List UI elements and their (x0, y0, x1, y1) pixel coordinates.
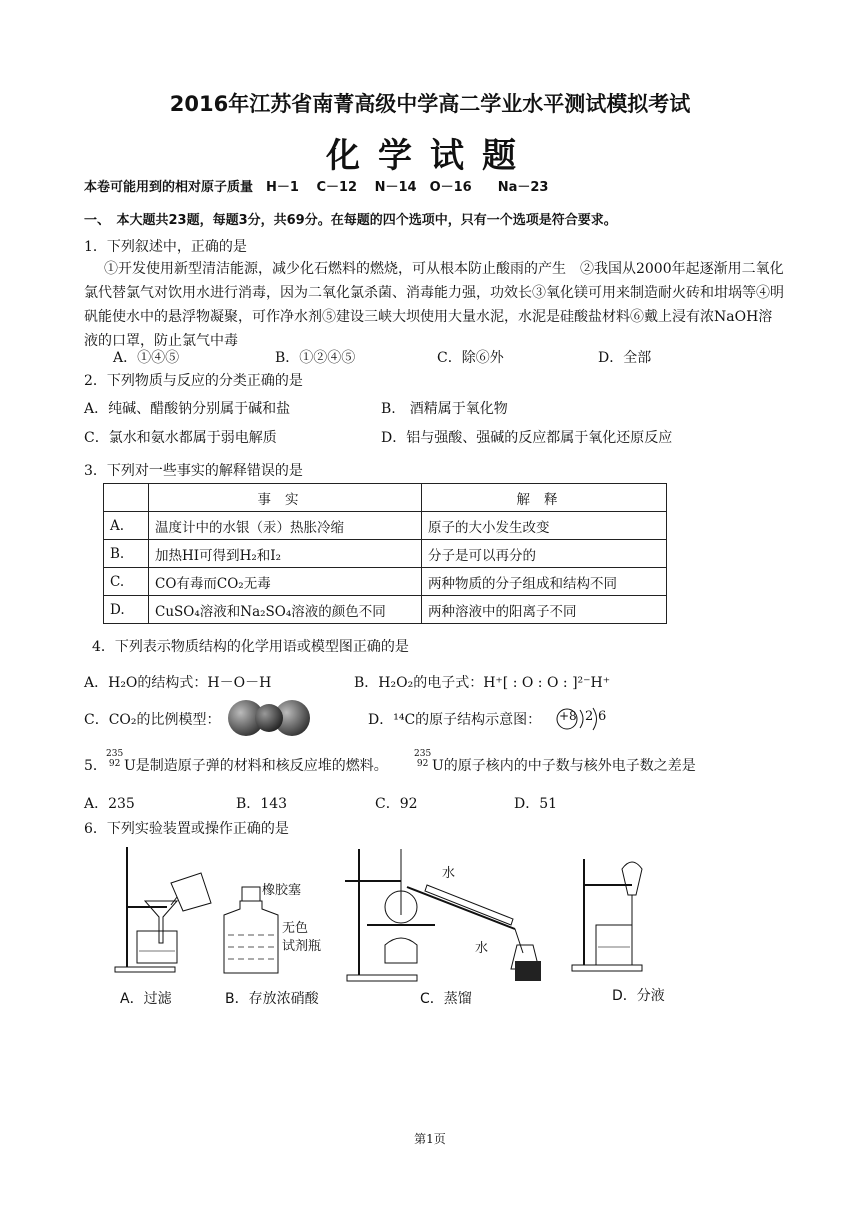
q5-stem-number: 5． (84, 758, 107, 774)
table-cell: CuSO₄溶液和Na₂SO₄溶液的颜色不同 (149, 596, 422, 624)
table-cell: B. (104, 540, 149, 568)
q1-option-b: B．①②④⑤ (275, 350, 356, 366)
q2-option-b: B. 酒精属于氧化物 (381, 401, 508, 417)
label-colorless: 无色 (282, 921, 309, 936)
shell-1-electrons: 2 (585, 709, 594, 724)
atomic-number: 92 (108, 759, 121, 769)
q2-option-d: D．铝与强酸、强碱的反应都属于氧化还原反应 (381, 430, 673, 446)
co2-space-filling-model (226, 698, 312, 738)
separatory-funnel-apparatus (562, 855, 662, 975)
subject-title: 化学试题 (326, 136, 534, 176)
q5-stem-text (124, 755, 388, 775)
label-water-outlet: 水 (475, 941, 489, 956)
caption-c: C．蒸馏 (420, 991, 472, 1007)
q4-option-d: D．¹⁴C的原子结构示意图： (368, 712, 542, 728)
q4-option-b: B．H₂O₂的电子式：H⁺[ : O : O : ]²⁻H⁺ (354, 675, 611, 691)
isotope-notation (106, 749, 123, 769)
page-number: 第1页 (414, 1132, 446, 1146)
atomic-number: 92 (416, 759, 429, 769)
q5-uranium-text: U是制造原子弹的材料和核反应堆的燃料。 (124, 758, 388, 774)
table-row (104, 540, 667, 568)
caption-d: D．分液 (612, 988, 665, 1004)
q1-stem: 1．下列叙述中，正确的是 (84, 239, 247, 255)
table-cell: C. (104, 568, 149, 596)
filtration-apparatus (105, 845, 215, 975)
table-header-cell (104, 484, 149, 512)
table-row (104, 596, 667, 624)
q1-option-a: A．①④⑤ (113, 350, 180, 366)
table-cell: 两种溶液中的阳离子不同 (422, 596, 667, 624)
mass-number: 235 (414, 749, 432, 759)
q5-option-b: B．143 (236, 796, 288, 812)
table-cell: A. (104, 512, 149, 540)
table-cell: 原子的大小发生改变 (422, 512, 667, 540)
label-water-inlet: 水 (442, 866, 456, 881)
table-header-row (104, 484, 667, 512)
q4-stem: 4．下列表示物质结构的化学用语或模型图正确的是 (92, 639, 409, 655)
caption-b: B．存放浓硝酸 (225, 991, 319, 1007)
nucleus-charge: +8 (559, 709, 577, 723)
table-row (104, 568, 667, 596)
q3-stem: 3．下列对一些事实的解释错误的是 (84, 463, 303, 479)
label-reagent-bottle: 试剂瓶 (282, 939, 322, 954)
isotope-notation-2 (414, 749, 431, 769)
caption-a: A．过滤 (120, 991, 172, 1007)
q4-option-a: A．H₂O的结构式：H－O－H (84, 675, 272, 691)
shell-2-electrons: 6 (598, 709, 607, 724)
q5-option-a: A．235 (84, 796, 135, 812)
q1-option-d: D．全部 (598, 350, 652, 366)
section-heading: 一、 本大题共23题，每题3分，共69分。在每题的四个选项中，只有一个选项是符合要求。 (84, 213, 617, 228)
q2-stem: 2．下列物质与反应的分类正确的是 (84, 373, 303, 389)
table-cell: CO有毒而CO₂无毒 (149, 568, 422, 596)
mass-number: 235 (106, 749, 124, 759)
q5-option-c: C．92 (375, 796, 418, 812)
q2-option-a: A．纯碱、醋酸钠分别属于碱和盐 (84, 401, 291, 417)
exam-title: 2016年江苏省南菁高级中学高二学业水平测试模拟考试 (169, 92, 691, 116)
q1-option-c: C．除⑥外 (437, 350, 504, 366)
q5-stem-question: U的原子核内的中子数与核外电子数之差是 (432, 758, 696, 774)
q4-option-c: C．CO₂的比例模型： (84, 712, 221, 728)
table-row (104, 512, 667, 540)
table-cell: 温度计中的水银（汞）热胀冷缩 (149, 512, 422, 540)
facts-table (103, 483, 667, 624)
table-cell: 两种物质的分子组成和结构不同 (422, 568, 667, 596)
table-header-cell: 事实 (149, 484, 422, 512)
table-cell: 加热HI可得到H₂和I₂ (149, 540, 422, 568)
q2-option-c: C．氯水和氨水都属于弱电解质 (84, 430, 277, 446)
q6-stem: 6．下列实验装置或操作正确的是 (84, 821, 289, 837)
table-cell: D. (104, 596, 149, 624)
atomic-mass-line: 本卷可能用到的相对原子质量 H－1 C－12 N－14 O－16 Na－23 (84, 180, 549, 195)
label-rubber-stopper: 橡胶塞 (262, 883, 302, 898)
table-cell: 分子是可以再分的 (422, 540, 667, 568)
table-header-cell: 解释 (422, 484, 667, 512)
q1-body: ①开发使用新型清洁能源，减少化石燃料的燃烧，可从根本防止酸雨的产生 ②我国从2000年起逐渐用二氧化氯代替氯气对饮用水进行消毒，因为二氧化氯杀菌、消毒能力强，功效长③氧化镁可用来制造耐火砖和坩埚等④明矾能使水中的悬浮物凝聚，可作净水剂⑤建设三峡大坝使用大量水泥，水泥是硅酸盐材料⑥戴上浸有浓NaOH溶液的口罩，防止氯气中毒 (84, 261, 784, 349)
q5-option-d: D．51 (514, 796, 558, 812)
reagent-bottle (218, 885, 288, 975)
